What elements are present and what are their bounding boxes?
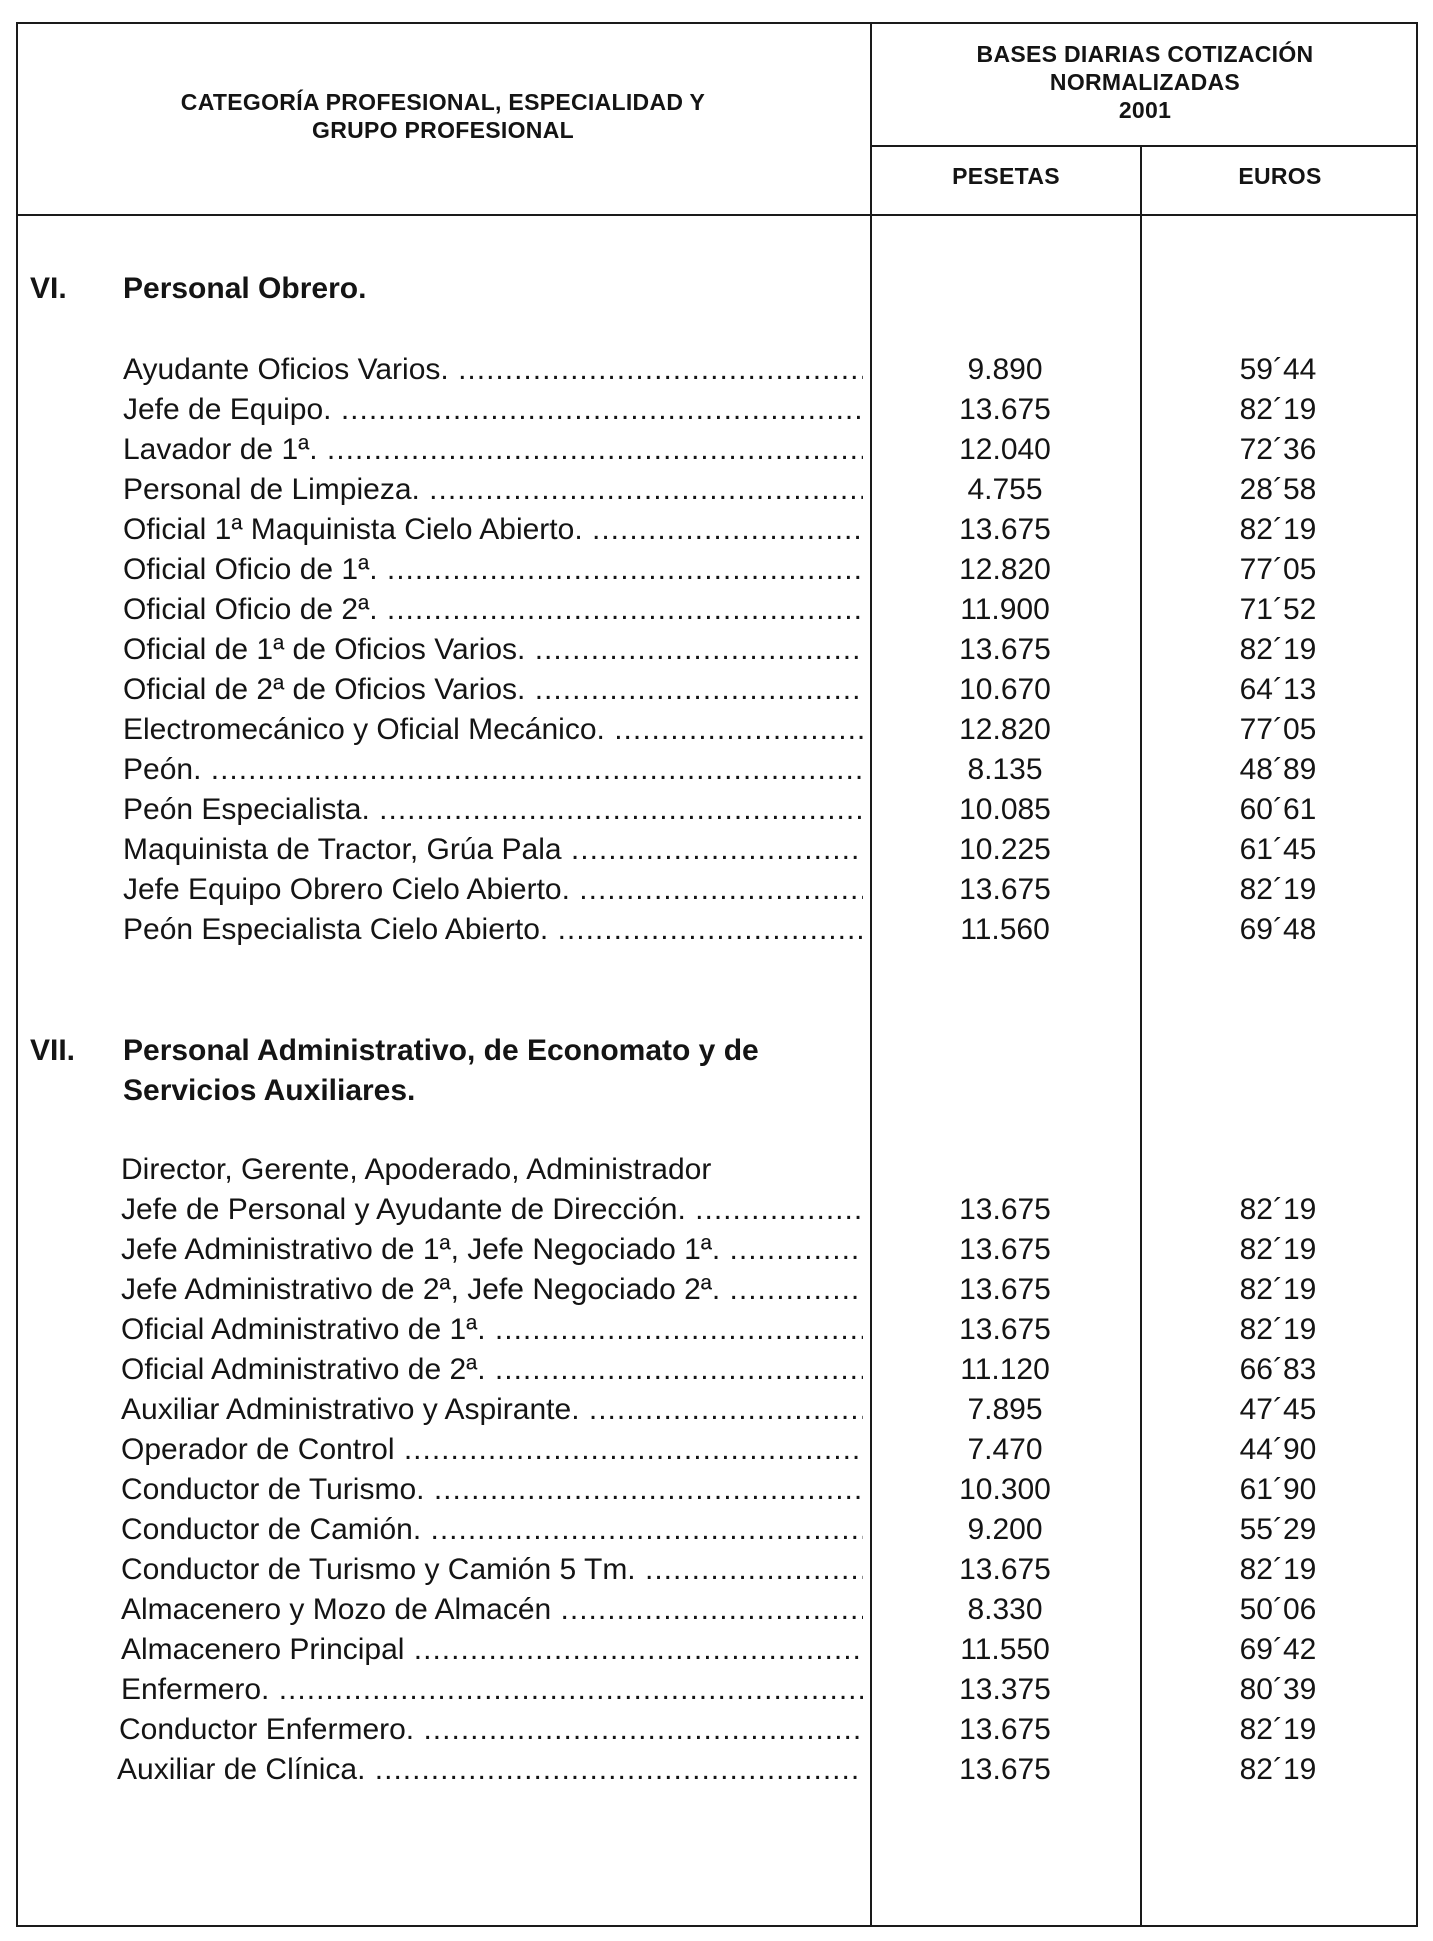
row-euros: 60´61 [1239, 793, 1317, 826]
row-euros: 28´58 [1239, 473, 1317, 506]
column-header-pesetas: PESETAS [952, 163, 1060, 189]
table-row [0, 350, 1433, 390]
row-label: Peón Especialista. ..... [123, 790, 863, 830]
table-row [0, 790, 1433, 830]
row-label: Jefe de Equipo. ..... [123, 390, 863, 430]
row-euros: 82´19 [1239, 1713, 1317, 1746]
row-pesetas: 9.890 [967, 353, 1043, 386]
row-label: Auxiliar de Clínica. ..... [117, 1750, 863, 1790]
row-label: Oficial Oficio de 2ª. ..... [123, 590, 863, 630]
row-pesetas: 12.040 [959, 433, 1051, 466]
row-euros: 82´19 [1239, 513, 1317, 546]
row-euros: 82´19 [1239, 633, 1317, 666]
table-row [0, 1390, 1433, 1430]
row-euros: 82´19 [1239, 873, 1317, 906]
row-pesetas: 13.675 [959, 1713, 1051, 1746]
row-pesetas: 13.675 [959, 393, 1051, 426]
bases-subheader-divider [870, 145, 1418, 147]
row-euros: 82´19 [1239, 1313, 1317, 1346]
table-row [0, 1190, 1433, 1230]
row-pesetas: 11.560 [960, 913, 1050, 946]
row-euros: 50´06 [1239, 1593, 1317, 1626]
row-label: Jefe de Personal y Ayudante de Dirección. ..... [121, 1190, 863, 1230]
row-label: Oficial Administrativo de 2ª. ..... [121, 1350, 863, 1390]
row-label: Jefe Equipo Obrero Cielo Abierto. ..... [123, 870, 863, 910]
table-row [0, 550, 1433, 590]
row-euros: 69´48 [1239, 913, 1317, 946]
row-euros: 72´36 [1239, 433, 1317, 466]
table-row [0, 1350, 1433, 1390]
section-title: Personal Obrero. [123, 272, 367, 305]
section-title-line1: Personal Administrativo, de Economato y de [123, 1034, 759, 1067]
category-header [16, 88, 870, 144]
row-label: Enfermero. ..... [121, 1670, 863, 1710]
row-euros: 47´45 [1239, 1393, 1317, 1426]
row-label: Jefe Administrativo de 1ª, Jefe Negociado 1ª. ..... [121, 1230, 863, 1270]
row-pesetas: 4.755 [967, 473, 1043, 506]
row-label: Oficial Administrativo de 1ª. ..... [121, 1310, 863, 1350]
row-euros: 59´44 [1239, 353, 1317, 386]
category-header-line1: CATEGORÍA PROFESIONAL, ESPECIALIDAD Y [180, 89, 706, 115]
row-label: Operador de Control ..... [121, 1430, 863, 1470]
row-pesetas: 11.900 [960, 593, 1050, 626]
row-pesetas: 13.675 [959, 1553, 1051, 1586]
row-label: Oficial 1ª Maquinista Cielo Abierto. ..... [123, 510, 863, 550]
row-pesetas: 12.820 [959, 713, 1051, 746]
intro-line [0, 1150, 1433, 1190]
row-euros: 77´05 [1239, 553, 1317, 586]
row-euros: 82´19 [1239, 1193, 1317, 1226]
row-label: Lavador de 1ª. ..... [123, 430, 863, 470]
table-row [0, 510, 1433, 550]
table-row [0, 1510, 1433, 1550]
section-title [123, 1031, 863, 1111]
section-title-line2: Servicios Auxiliares. [123, 1074, 416, 1107]
row-euros: 77´05 [1239, 713, 1317, 746]
row-pesetas: 12.820 [959, 553, 1051, 586]
column-header-euros: EUROS [1238, 163, 1322, 189]
table-row [0, 1630, 1433, 1670]
row-label: Oficial de 1ª de Oficios Varios. ..... [123, 630, 863, 670]
row-label: Oficial Oficio de 1ª. ..... [123, 550, 863, 590]
row-pesetas: 11.120 [960, 1353, 1050, 1386]
row-pesetas: 10.225 [959, 833, 1051, 866]
row-pesetas: 8.135 [967, 753, 1043, 786]
table-row [0, 590, 1433, 630]
row-label: Maquinista de Tractor, Grúa Pala ..... [123, 830, 863, 870]
row-label: Ayudante Oficios Varios. ..... [123, 350, 863, 390]
table-row [0, 1550, 1433, 1590]
row-pesetas: 7.895 [967, 1393, 1043, 1426]
bases-header-line1: BASES DIARIAS COTIZACIÓN [976, 41, 1314, 67]
table-row [0, 430, 1433, 470]
row-pesetas: 11.550 [960, 1633, 1050, 1666]
table-row [0, 910, 1433, 950]
row-pesetas: 7.470 [967, 1433, 1043, 1466]
row-label: Peón. ..... [123, 750, 863, 790]
row-label: Jefe Administrativo de 2ª, Jefe Negociado 2ª. ..... [121, 1270, 863, 1310]
table-row [0, 670, 1433, 710]
table-row [0, 1670, 1433, 1710]
row-pesetas: 10.300 [959, 1473, 1051, 1506]
table-row [0, 830, 1433, 870]
row-pesetas: 10.670 [959, 673, 1051, 706]
row-pesetas: 8.330 [967, 1593, 1043, 1626]
row-pesetas: 13.675 [959, 633, 1051, 666]
table-row [0, 1430, 1433, 1470]
row-euros: 71´52 [1239, 593, 1317, 626]
row-euros: 82´19 [1239, 1753, 1317, 1786]
bases-header [872, 40, 1418, 124]
table-row [0, 1750, 1433, 1790]
row-pesetas: 13.675 [959, 1273, 1051, 1306]
row-pesetas: 9.200 [967, 1513, 1043, 1546]
bases-header-year: 2001 [1118, 97, 1172, 123]
row-pesetas: 13.675 [959, 1753, 1051, 1786]
row-label: Auxiliar Administrativo y Aspirante. ..... [121, 1390, 863, 1430]
table-row [0, 1590, 1433, 1630]
row-euros: 80´39 [1239, 1673, 1317, 1706]
table-row [0, 1310, 1433, 1350]
section-number: VII. [30, 1034, 76, 1067]
table-row [0, 1270, 1433, 1310]
row-euros: 69´42 [1239, 1633, 1317, 1666]
table-row [0, 390, 1433, 430]
table-row [0, 630, 1433, 670]
row-label: Conductor de Turismo y Camión 5 Tm. ..... [121, 1550, 863, 1590]
row-euros: 66´83 [1239, 1353, 1317, 1386]
row-euros: 44´90 [1239, 1433, 1317, 1466]
row-pesetas: 13.675 [959, 1193, 1051, 1226]
row-euros: 61´45 [1239, 833, 1317, 866]
row-label: Almacenero Principal ..... [121, 1630, 863, 1670]
table-row [0, 1230, 1433, 1270]
table-row [0, 1470, 1433, 1510]
row-label: Conductor de Turismo. ..... [121, 1470, 863, 1510]
table-row [0, 710, 1433, 750]
row-pesetas: 13.675 [959, 873, 1051, 906]
row-label: Peón Especialista Cielo Abierto. ..... [123, 910, 863, 950]
row-euros: 61´90 [1239, 1473, 1317, 1506]
row-label: Electromecánico y Oficial Mecánico. ..... [123, 710, 863, 750]
row-euros: 82´19 [1239, 1273, 1317, 1306]
table-row [0, 470, 1433, 510]
table-row [0, 1710, 1433, 1750]
bases-header-line2: NORMALIZADAS [1049, 69, 1241, 95]
row-pesetas: 13.375 [959, 1673, 1051, 1706]
row-label: Conductor de Camión. ..... [121, 1510, 863, 1550]
row-euros: 55´29 [1239, 1513, 1317, 1546]
table-row [0, 870, 1433, 910]
section-number: VI. [30, 272, 67, 305]
row-euros: 82´19 [1239, 393, 1317, 426]
header-divider [16, 214, 1418, 216]
row-label: Conductor Enfermero. ..... [119, 1710, 863, 1750]
row-euros: 48´89 [1239, 753, 1317, 786]
category-header-line2: GRUPO PROFESIONAL [312, 117, 574, 143]
row-pesetas: 13.675 [959, 513, 1051, 546]
row-label: Personal de Limpieza. ..... [123, 470, 863, 510]
intro-line-text: Director, Gerente, Apoderado, Administrador [121, 1153, 712, 1186]
row-pesetas: 10.085 [959, 793, 1051, 826]
row-euros: 82´19 [1239, 1553, 1317, 1586]
row-label: Oficial de 2ª de Oficios Varios. ..... [123, 670, 863, 710]
row-pesetas: 13.675 [959, 1233, 1051, 1266]
table-row [0, 750, 1433, 790]
row-pesetas: 13.675 [959, 1313, 1051, 1346]
row-euros: 64´13 [1239, 673, 1317, 706]
row-euros: 82´19 [1239, 1233, 1317, 1266]
row-label: Almacenero y Mozo de Almacén ..... [121, 1590, 863, 1630]
